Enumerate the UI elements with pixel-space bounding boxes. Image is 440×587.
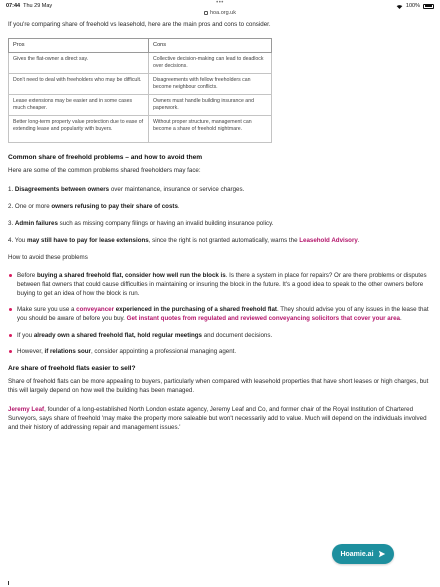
wifi-icon [396,4,403,9]
sell-paragraph-2: Jeremy Leaf, founder of a long-established North London estate agency, Jeremy Leaf and Co, and former chair of the Royal Institution of Chartered Surveyors, says share of freehold 'may make the property more saleable but won't necessarily add to value. Much will depend on the individuals involved and their history of addressing repair and management issues.' [8,405,427,432]
cursor-mark [8,581,9,585]
table-row [9,116,272,143]
url-text: hoa.org.uk [210,10,236,16]
list-item: Make sure you use a conveyancer experienced in the purchasing of a shared freehold flat. They should advise you of any issues in the lease that you should be aware of before you buy. Get instant quotes from regulated and reviewed conveyancing solicitors that cover your area. [8,305,432,323]
table-cell: Disagreements with fellow freeholders can become neighbour conflicts. [149,74,272,95]
table-cell: Better long-term property value protection due to ease of extending lease and popularity with buyers. [9,116,149,143]
article-content [8,20,432,432]
table-row [9,74,272,95]
conveyancer-link[interactable]: conveyancer [76,306,114,314]
status-time: 07:44 Thu 29 May [6,3,53,9]
problem-item-4: 4. You may still have to pay for lease extensions, since the right is not granted automatically, warns the Leasehold Advisory. [8,237,360,245]
avoid-lead: How to avoid these problems [8,254,88,262]
hoamie-chat-button[interactable] [332,544,394,564]
lock-icon [204,11,208,15]
table-cell: Collective decision-making can lead to deadlock over decisions. [149,53,272,74]
problem-item-3: 3. Admin failures such as missing company filings or having an invalid building insurance policy. [8,220,274,228]
intro-paragraph: If you're comparing share of freehold vs leasehold, here are the main pros and cons to consider. [8,21,271,28]
avoid-list [8,271,432,356]
list-item: Before buying a shared freehold flat, consider how well run the block is. Is there a system in place for repairs? Or are there problems or disputes between flat owners that could cause difficulties in maintaining or insuring the block in the future. It's a good idea to speak to the other owners before buying to get an idea of how the block is run. [8,271,432,299]
table-cell: Lease extensions may be easier and in some cases much cheaper. [9,95,149,116]
problem-item-1: 1. Disagreements between owners over maintenance, insurance or service charges. [8,185,245,193]
sell-paragraph-1: Share of freehold flats can be more appealing to buyers, particularly when compared with leasehold properties that have short leases or high charges, but this will largely depend on how well the building has been managed. [8,378,429,395]
problems-heading: Common share of freehold problems – and how to avoid them [8,154,203,162]
table-cell: Without proper structure, management can become a share of freehold nightmare. [149,116,272,143]
list-item: However, if relations sour, consider appointing a professional managing agent. [8,347,432,356]
table-cell: Gives the flat-owner a direct say. [9,53,149,74]
table-cell: Owners must handle building insurance and paperwork. [149,95,272,116]
jeremy-leaf-link[interactable]: Jeremy Leaf [8,405,45,413]
bullet-icon [9,334,12,337]
pros-cons-table [8,38,272,143]
send-icon [378,550,386,558]
list-item: If you already own a shared freehold flat, hold regular meetings and document decisions. [8,331,432,340]
table-row [9,53,272,74]
bullet-icon [9,350,12,353]
battery-icon [423,4,434,9]
bullet-icon [9,308,12,311]
table-cell: Don't need to deal with freeholders who may be difficult. [9,74,149,95]
bullet-icon [9,274,12,277]
problem-item-2: 2. One or more owners refusing to pay their share of costs. [8,202,180,210]
table-row [9,95,272,116]
conveyancing-quotes-link[interactable]: Get instant quotes from regulated and reviewed conveyancing solicitors that cover your area [126,315,400,323]
address-bar[interactable] [0,10,440,16]
leasehold-advisory-link[interactable]: Leasehold Advisory [299,237,358,245]
sell-heading: Are share of freehold flats easier to sell? [8,365,136,373]
multitask-dots[interactable]: ••• [216,0,224,6]
status-battery: 100% [396,3,434,9]
chat-button-label: Hoamie.ai [340,550,374,558]
table-header-pros: Pros [9,39,149,53]
problems-lead: Here are some of the common problems shared freeholders may face: [8,167,201,175]
table-header-cons: Cons [149,39,272,53]
